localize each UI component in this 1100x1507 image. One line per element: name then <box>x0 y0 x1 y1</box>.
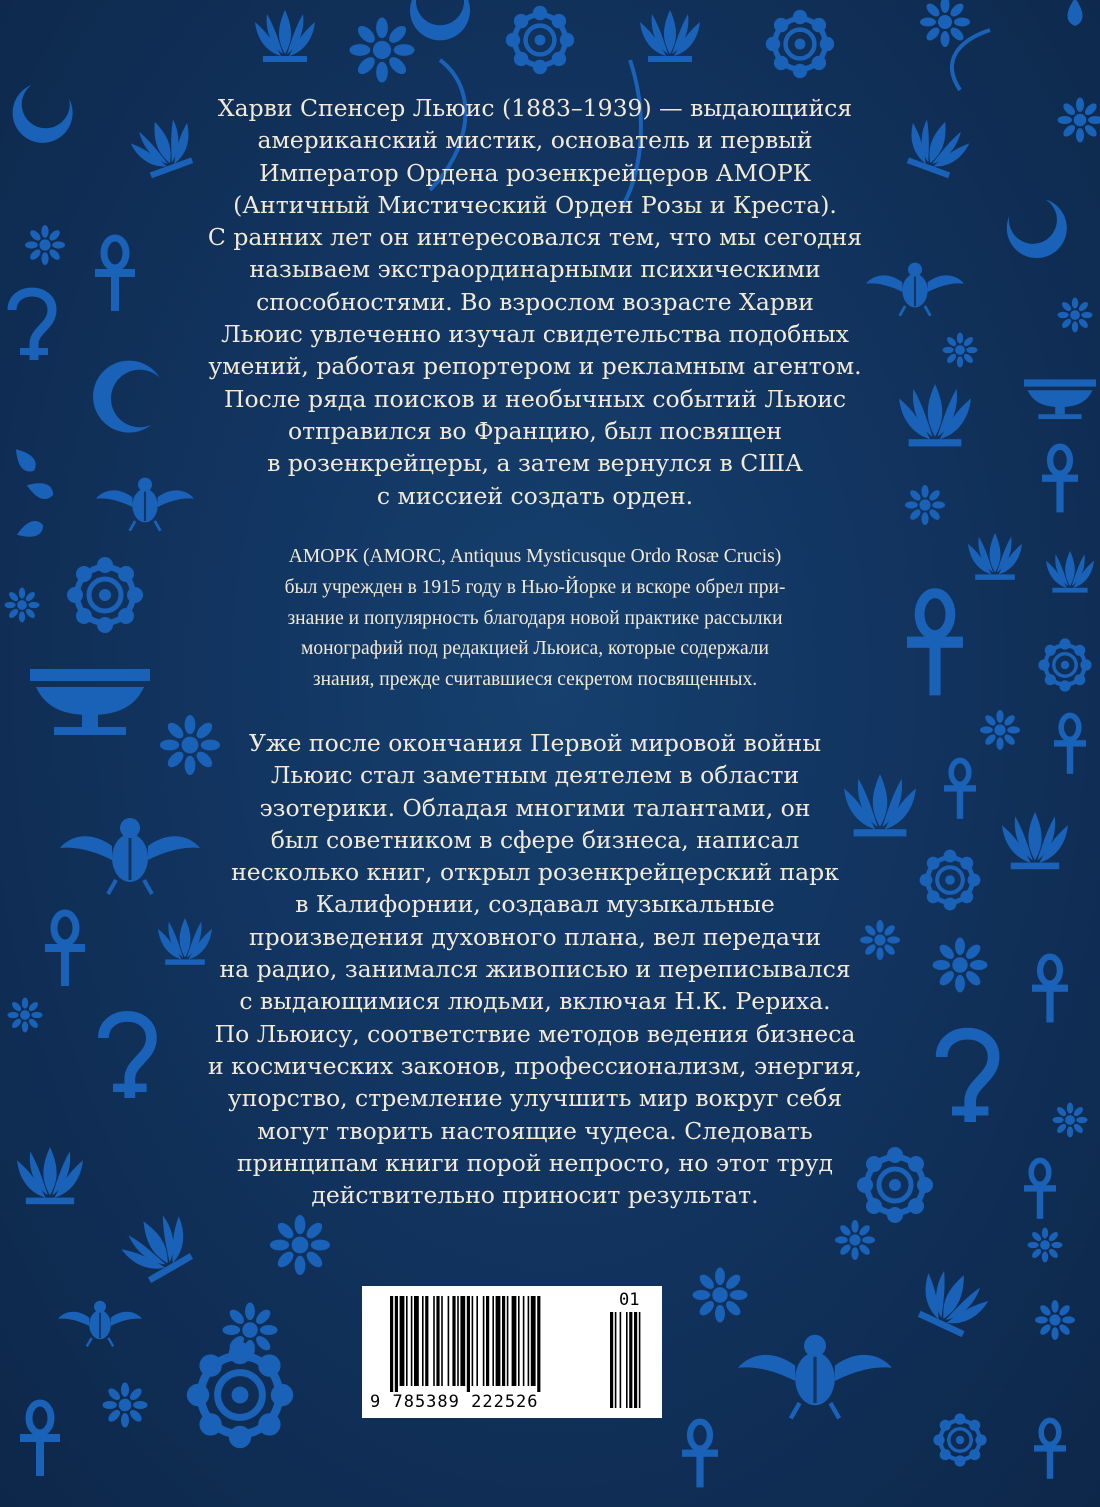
text-line: на радио, занимался живописью и переписывался <box>219 955 851 984</box>
daisy-icon <box>1058 98 1100 143</box>
lotus-icon <box>17 1147 83 1204</box>
ankh-icon <box>1024 1160 1056 1218</box>
text-line: в розенкрейцеры, а затем вернулся в США <box>267 449 803 478</box>
text-line: Император Ордена розенкрейцеров АМОРК <box>259 158 811 187</box>
text-line: эзотерики. Обладая многими талантами, он <box>259 793 811 822</box>
text-line: действительно приносит результат. <box>311 1181 759 1210</box>
rose-icon <box>506 6 574 74</box>
papyrus-icon <box>899 112 973 181</box>
text-line: Харви Спенсер Льюис (1883–1939) — выдающийся <box>217 94 853 122</box>
text-line: С ранних лет он интересовался тем, что мы сегодня <box>207 223 863 252</box>
ankh-icon <box>682 1422 718 1488</box>
text-line: произведения духовного плана, вел передачи <box>248 922 822 951</box>
rose-icon <box>67 557 143 633</box>
drop-icon <box>1068 0 1083 26</box>
text-line: американский мистик, основатель и первый <box>257 126 813 155</box>
daisy-icon <box>1058 298 1093 333</box>
crescent-icon <box>1000 195 1077 268</box>
text-line: монографий под редакцией Льюиса, которые содержали <box>301 638 769 660</box>
daisy-icon <box>103 1383 148 1428</box>
crescent-icon <box>87 355 161 437</box>
papyrus-icon <box>115 1205 201 1288</box>
ankh-icon <box>1054 715 1086 773</box>
daisy-icon <box>270 1215 330 1275</box>
crescent-icon <box>4 82 78 152</box>
biography-paragraph <box>190 92 880 512</box>
scarab-icon <box>96 478 194 531</box>
amorc-paragraph <box>190 542 880 696</box>
text-line: могут творить настоящие чудеса. Следовать <box>257 1116 813 1145</box>
text-line: и космических законов, профессионализм, энергия, <box>207 1051 863 1080</box>
ankh-icon <box>944 760 976 818</box>
text-line: Льюис увлеченно изучал свидетельства подобных <box>221 320 849 349</box>
daisy-icon <box>1028 1228 1063 1263</box>
text-line: После ряда поисков и необычных событий Льюис <box>223 384 847 413</box>
daisy-icon <box>8 998 43 1033</box>
lotus-icon <box>899 384 971 446</box>
text-line: Уже после окончания Первой мировой войны <box>248 729 822 757</box>
daisy-icon <box>943 333 978 368</box>
text-line: был учрежден в 1915 году в Нью-Йорке и вскоре обрел при- <box>284 576 786 598</box>
lotus-icon <box>255 10 315 62</box>
rose-icon <box>766 10 834 78</box>
papyrus-icon <box>910 1261 994 1341</box>
ankh-icon <box>45 913 85 986</box>
rose-icon <box>187 1342 293 1448</box>
hook-icon <box>103 1016 151 1098</box>
text-line: знания, прежде считавшиеся секретом посвященных. <box>312 669 758 691</box>
daisy-icon <box>980 710 1020 750</box>
ankh-icon <box>95 238 135 311</box>
hook-icon <box>942 1034 994 1122</box>
daisy-icon <box>835 1220 875 1260</box>
isbn-barcode <box>362 1286 662 1418</box>
lotus-icon <box>1002 812 1068 869</box>
daisy-icon <box>1035 1300 1075 1340</box>
isbn-number: 9 785389 222526 <box>370 1392 539 1412</box>
daisy-icon <box>350 18 415 83</box>
hook-icon <box>12 292 52 360</box>
bowl-icon <box>30 669 150 735</box>
daisy-icon <box>933 938 988 993</box>
text-line: с выдающимися людьми, включая Н.К. Рериха. <box>239 987 831 1016</box>
drop-icon <box>24 478 55 502</box>
bowl-icon <box>1024 379 1096 419</box>
scarab-icon <box>738 1335 892 1419</box>
lotus-icon <box>968 533 1022 580</box>
text-line: По Льюису, соответствие методов ведения бизнеса <box>214 1019 856 1048</box>
ankh-icon <box>20 1403 60 1476</box>
text-line: называем экстраординарными психическими <box>249 255 821 284</box>
text-line: был советником в сфере бизнеса, написал <box>270 825 800 854</box>
daisy-icon <box>25 225 65 265</box>
ankh-icon <box>907 593 963 695</box>
lotus-icon <box>640 10 700 62</box>
daisy-icon <box>1053 1103 1088 1138</box>
rose-icon <box>920 850 981 911</box>
crescent-icon <box>410 0 470 40</box>
drop-icon <box>14 518 45 542</box>
scarab-icon <box>58 1301 142 1347</box>
text-line: принципам книги порой непросто, но этот труд <box>237 1148 833 1177</box>
daisy-icon <box>5 588 40 623</box>
lotus-icon <box>1046 551 1094 593</box>
rose-icon <box>1038 638 1091 691</box>
text-line: способностями. Во взрослом возрасте Харви <box>256 287 814 316</box>
scarab-icon <box>60 818 200 894</box>
text-line: Льюис стал заметным деятелем в области <box>270 761 800 790</box>
rose-icon <box>933 1413 986 1466</box>
ankh-icon <box>1034 1420 1066 1478</box>
text-line: в Калифорнии, создавал музыкальные <box>295 890 775 919</box>
scarab-icon <box>866 263 964 316</box>
text-line: несколько книг, открыл розенкрейцерский парк <box>231 858 839 887</box>
ankh-icon <box>1042 447 1078 513</box>
daisy-icon <box>920 0 970 47</box>
text-line: упорство, стремление улучшить мир вокруг себя <box>227 1084 843 1113</box>
daisy-icon <box>693 1268 748 1323</box>
text-line: знание и популярность благодаря новой практике рассылки <box>287 607 783 629</box>
legacy-paragraph <box>190 727 880 1211</box>
text-line: (Античный Мистический Орден Розы и Креста). <box>233 190 837 219</box>
text-line: с миссией создать орден. <box>376 481 694 510</box>
text-line: отправился во Францию, был посвящен <box>287 416 783 445</box>
text-line: умений, работая репортером и рекламным агентом. <box>208 352 862 381</box>
daisy-icon <box>905 485 945 525</box>
addon-number: 01 <box>619 1290 640 1310</box>
text-line: АМОРК (AMORC, Antiquus Mysticusque Ordo Rosæ Crucis) <box>288 546 782 567</box>
drop-icon <box>10 444 39 475</box>
ankh-icon <box>1032 957 1068 1023</box>
